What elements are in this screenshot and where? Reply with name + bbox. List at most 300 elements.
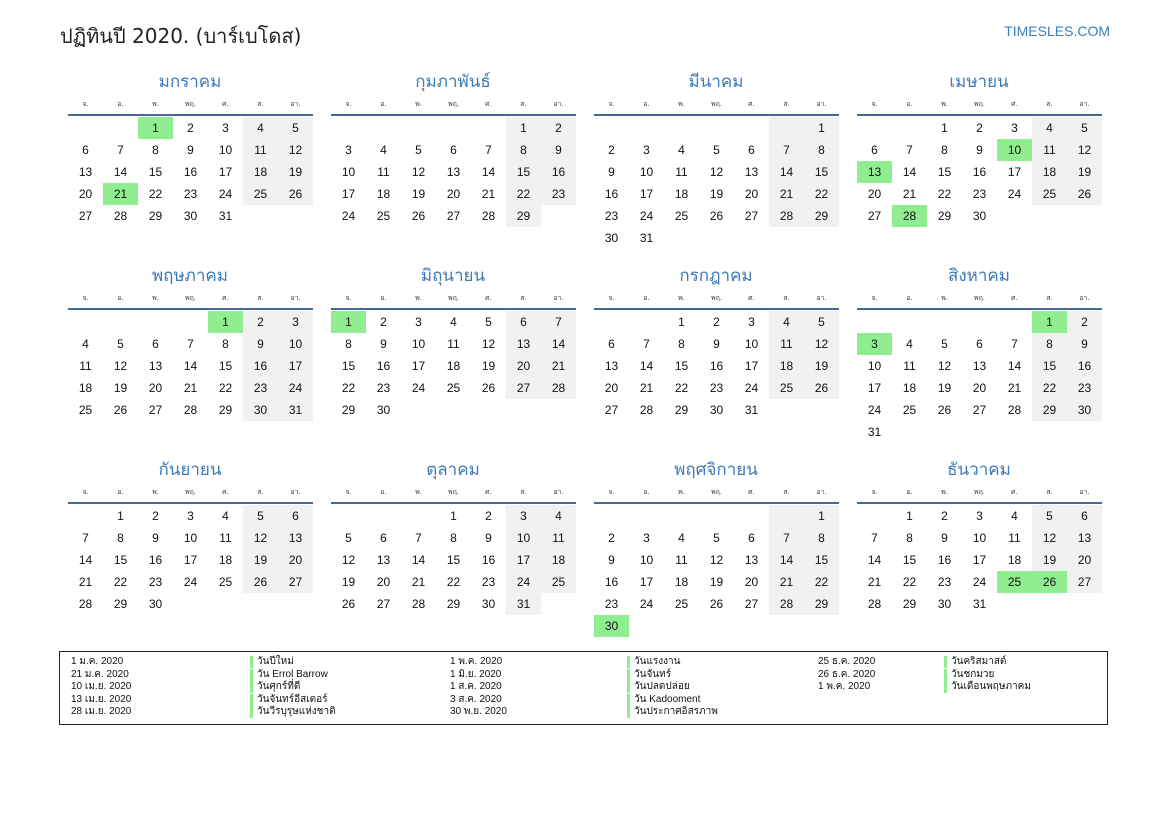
day-cell[interactable]: 4 <box>906 337 913 351</box>
day-cell[interactable]: 7 <box>117 143 124 157</box>
day-cell[interactable]: 5 <box>485 315 492 329</box>
day-cell[interactable]: 6 <box>976 337 983 351</box>
day-cell[interactable]: 19 <box>1032 549 1067 571</box>
day-cell[interactable]: 18 <box>78 381 93 395</box>
day-cell[interactable]: 5 <box>713 143 720 157</box>
day-cell[interactable]: 16 <box>183 165 198 179</box>
day-cell[interactable]: 31 <box>867 425 882 439</box>
day-cell[interactable]: 5 <box>1032 505 1067 527</box>
day-cell[interactable]: 26 <box>1032 571 1067 593</box>
day-cell[interactable]: 18 <box>376 187 391 201</box>
day-cell[interactable]: 14 <box>1007 359 1022 373</box>
day-cell[interactable]: 27 <box>446 209 461 223</box>
day-cell[interactable]: 24 <box>1007 187 1022 201</box>
day-cell[interactable]: 26 <box>341 597 356 611</box>
day-cell[interactable]: 20 <box>604 381 619 395</box>
day-cell[interactable]: 15 <box>1032 355 1067 377</box>
day-cell[interactable]: 22 <box>148 187 163 201</box>
day-cell[interactable]: 5 <box>415 143 422 157</box>
day-cell[interactable]: 25 <box>674 209 689 223</box>
day-cell[interactable]: 31 <box>278 399 313 421</box>
day-cell[interactable]: 27 <box>78 209 93 223</box>
day-cell[interactable]: 7 <box>769 527 804 549</box>
day-cell[interactable]: 7 <box>1011 337 1018 351</box>
day-cell[interactable]: 21 <box>769 183 804 205</box>
day-cell[interactable]: 7 <box>415 531 422 545</box>
day-cell[interactable]: 12 <box>113 359 128 373</box>
day-cell[interactable]: 8 <box>804 139 839 161</box>
day-cell[interactable]: 11 <box>219 531 232 545</box>
day-cell[interactable]: 17 <box>183 553 198 567</box>
day-cell[interactable]: 3 <box>643 143 650 157</box>
day-cell[interactable]: 1 <box>804 117 839 139</box>
day-cell[interactable]: 7 <box>643 337 650 351</box>
day-cell[interactable]: 29 <box>902 597 917 611</box>
day-cell[interactable]: 28 <box>892 205 927 227</box>
day-cell[interactable]: 22 <box>674 381 689 395</box>
day-cell[interactable]: 21 <box>769 571 804 593</box>
day-cell[interactable]: 6 <box>152 337 159 351</box>
day-cell[interactable]: 22 <box>804 571 839 593</box>
day-cell[interactable]: 19 <box>937 381 952 395</box>
day-cell[interactable]: 31 <box>218 209 233 223</box>
day-cell[interactable]: 14 <box>78 553 93 567</box>
day-cell[interactable]: 13 <box>604 359 619 373</box>
day-cell[interactable]: 10 <box>218 143 233 157</box>
day-cell[interactable]: 19 <box>278 161 313 183</box>
day-cell[interactable]: 6 <box>278 505 313 527</box>
day-cell[interactable]: 10 <box>183 531 198 545</box>
day-cell[interactable]: 22 <box>902 575 917 589</box>
day-cell[interactable]: 15 <box>804 161 839 183</box>
day-cell[interactable]: 25 <box>243 183 278 205</box>
day-cell[interactable]: 16 <box>243 355 278 377</box>
day-cell[interactable]: 3 <box>857 333 892 355</box>
day-cell[interactable]: 26 <box>804 377 839 399</box>
day-cell[interactable]: 10 <box>639 553 654 567</box>
day-cell[interactable]: 18 <box>902 381 917 395</box>
day-cell[interactable]: 14 <box>902 165 917 179</box>
day-cell[interactable]: 9 <box>1067 333 1102 355</box>
day-cell[interactable]: 30 <box>481 597 496 611</box>
day-cell[interactable]: 23 <box>1067 377 1102 399</box>
day-cell[interactable]: 6 <box>1067 505 1102 527</box>
day-cell[interactable]: 3 <box>278 311 313 333</box>
day-cell[interactable]: 15 <box>341 359 356 373</box>
day-cell[interactable]: 28 <box>769 205 804 227</box>
day-cell[interactable]: 29 <box>506 205 541 227</box>
day-cell[interactable]: 26 <box>481 381 496 395</box>
day-cell[interactable]: 2 <box>608 143 615 157</box>
day-cell[interactable]: 8 <box>906 531 913 545</box>
day-cell[interactable]: 31 <box>744 403 759 417</box>
day-cell[interactable]: 5 <box>243 505 278 527</box>
day-cell[interactable]: 12 <box>243 527 278 549</box>
day-cell[interactable]: 20 <box>972 381 987 395</box>
day-cell[interactable]: 4 <box>222 509 229 523</box>
day-cell[interactable]: 9 <box>187 143 194 157</box>
day-cell[interactable]: 22 <box>937 187 952 201</box>
day-cell[interactable]: 2 <box>1067 311 1102 333</box>
day-cell[interactable]: 25 <box>218 575 233 589</box>
day-cell[interactable]: 8 <box>345 337 352 351</box>
day-cell[interactable]: 31 <box>972 597 987 611</box>
day-cell[interactable]: 27 <box>376 597 391 611</box>
day-cell[interactable]: 28 <box>113 209 128 223</box>
day-cell[interactable]: 22 <box>446 575 461 589</box>
day-cell[interactable]: 3 <box>748 315 755 329</box>
day-cell[interactable]: 29 <box>1032 399 1067 421</box>
day-cell[interactable]: 10 <box>506 527 541 549</box>
day-cell[interactable]: 12 <box>278 139 313 161</box>
day-cell[interactable]: 22 <box>804 183 839 205</box>
day-cell[interactable]: 26 <box>709 597 724 611</box>
day-cell[interactable]: 15 <box>937 165 952 179</box>
day-cell[interactable]: 11 <box>675 553 688 567</box>
day-cell[interactable]: 16 <box>541 161 576 183</box>
day-cell[interactable]: 14 <box>867 553 882 567</box>
day-cell[interactable]: 6 <box>82 143 89 157</box>
day-cell[interactable]: 19 <box>341 575 356 589</box>
day-cell[interactable]: 21 <box>103 183 138 205</box>
day-cell[interactable]: 23 <box>183 187 198 201</box>
day-cell[interactable]: 12 <box>341 553 356 567</box>
day-cell[interactable]: 25 <box>997 571 1032 593</box>
day-cell[interactable]: 14 <box>769 161 804 183</box>
day-cell[interactable]: 8 <box>678 337 685 351</box>
day-cell[interactable]: 19 <box>709 187 724 201</box>
day-cell[interactable]: 8 <box>117 531 124 545</box>
day-cell[interactable]: 20 <box>278 549 313 571</box>
day-cell[interactable]: 19 <box>1067 161 1102 183</box>
day-cell[interactable]: 3 <box>1011 121 1018 135</box>
day-cell[interactable]: 14 <box>769 549 804 571</box>
day-cell[interactable]: 1 <box>804 505 839 527</box>
day-cell[interactable]: 9 <box>713 337 720 351</box>
day-cell[interactable]: 30 <box>972 209 987 223</box>
day-cell[interactable]: 2 <box>541 117 576 139</box>
day-cell[interactable]: 9 <box>976 143 983 157</box>
day-cell[interactable]: 17 <box>278 355 313 377</box>
day-cell[interactable]: 30 <box>604 231 619 245</box>
day-cell[interactable]: 5 <box>1067 117 1102 139</box>
day-cell[interactable]: 15 <box>113 553 128 567</box>
day-cell[interactable]: 31 <box>639 231 654 245</box>
day-cell[interactable]: 4 <box>82 337 89 351</box>
day-cell[interactable]: 20 <box>867 187 882 201</box>
day-cell[interactable]: 26 <box>113 403 128 417</box>
day-cell[interactable]: 19 <box>411 187 426 201</box>
day-cell[interactable]: 1 <box>941 121 948 135</box>
day-cell[interactable]: 27 <box>1067 571 1102 593</box>
day-cell[interactable]: 24 <box>744 381 759 395</box>
day-cell[interactable]: 30 <box>709 403 724 417</box>
day-cell[interactable]: 30 <box>243 399 278 421</box>
day-cell[interactable]: 20 <box>446 187 461 201</box>
day-cell[interactable]: 10 <box>972 531 987 545</box>
day-cell[interactable]: 11 <box>447 337 460 351</box>
day-cell[interactable]: 2 <box>243 311 278 333</box>
day-cell[interactable]: 17 <box>639 575 654 589</box>
day-cell[interactable]: 19 <box>113 381 128 395</box>
day-cell[interactable]: 24 <box>639 597 654 611</box>
day-cell[interactable]: 7 <box>82 531 89 545</box>
day-cell[interactable]: 4 <box>380 143 387 157</box>
day-cell[interactable]: 1 <box>138 117 173 139</box>
day-cell[interactable]: 24 <box>278 377 313 399</box>
day-cell[interactable]: 9 <box>608 165 615 179</box>
day-cell[interactable]: 4 <box>678 531 685 545</box>
day-cell[interactable]: 15 <box>506 161 541 183</box>
day-cell[interactable]: 15 <box>148 165 163 179</box>
day-cell[interactable]: 21 <box>183 381 198 395</box>
day-cell[interactable]: 13 <box>744 553 759 567</box>
day-cell[interactable]: 29 <box>341 403 356 417</box>
day-cell[interactable]: 26 <box>1067 183 1102 205</box>
day-cell[interactable]: 1 <box>678 315 685 329</box>
day-cell[interactable]: 5 <box>941 337 948 351</box>
day-cell[interactable]: 1 <box>906 509 913 523</box>
day-cell[interactable]: 20 <box>148 381 163 395</box>
day-cell[interactable]: 6 <box>380 531 387 545</box>
day-cell[interactable]: 4 <box>769 311 804 333</box>
day-cell[interactable]: 24 <box>867 403 882 417</box>
day-cell[interactable]: 2 <box>380 315 387 329</box>
day-cell[interactable]: 5 <box>345 531 352 545</box>
day-cell[interactable]: 14 <box>639 359 654 373</box>
day-cell[interactable]: 14 <box>481 165 496 179</box>
day-cell[interactable]: 4 <box>541 505 576 527</box>
day-cell[interactable]: 13 <box>972 359 987 373</box>
day-cell[interactable]: 18 <box>1032 161 1067 183</box>
day-cell[interactable]: 17 <box>639 187 654 201</box>
day-cell[interactable]: 1 <box>117 509 124 523</box>
day-cell[interactable]: 15 <box>804 549 839 571</box>
day-cell[interactable]: 4 <box>243 117 278 139</box>
day-cell[interactable]: 23 <box>937 575 952 589</box>
day-cell[interactable]: 22 <box>218 381 233 395</box>
day-cell[interactable]: 2 <box>187 121 194 135</box>
day-cell[interactable]: 31 <box>506 593 541 615</box>
day-cell[interactable]: 20 <box>376 575 391 589</box>
day-cell[interactable]: 3 <box>976 509 983 523</box>
day-cell[interactable]: 28 <box>769 593 804 615</box>
day-cell[interactable]: 23 <box>972 187 987 201</box>
day-cell[interactable]: 29 <box>446 597 461 611</box>
day-cell[interactable]: 18 <box>218 553 233 567</box>
day-cell[interactable]: 25 <box>446 381 461 395</box>
day-cell[interactable]: 25 <box>1032 183 1067 205</box>
day-cell[interactable]: 3 <box>506 505 541 527</box>
day-cell[interactable]: 15 <box>674 359 689 373</box>
day-cell[interactable]: 20 <box>506 355 541 377</box>
day-cell[interactable]: 11 <box>243 139 278 161</box>
day-cell[interactable]: 6 <box>871 143 878 157</box>
day-cell[interactable]: 12 <box>709 553 724 567</box>
day-cell[interactable]: 13 <box>278 527 313 549</box>
day-cell[interactable]: 21 <box>902 187 917 201</box>
day-cell[interactable]: 1 <box>208 311 243 333</box>
day-cell[interactable]: 23 <box>604 597 619 611</box>
day-cell[interactable]: 24 <box>411 381 426 395</box>
day-cell[interactable]: 20 <box>744 187 759 201</box>
day-cell[interactable]: 8 <box>222 337 229 351</box>
day-cell[interactable]: 4 <box>450 315 457 329</box>
day-cell[interactable]: 2 <box>608 531 615 545</box>
day-cell[interactable]: 12 <box>481 337 496 351</box>
day-cell[interactable]: 16 <box>1067 355 1102 377</box>
day-cell[interactable]: 18 <box>1007 553 1022 567</box>
day-cell[interactable]: 8 <box>941 143 948 157</box>
day-cell[interactable]: 2 <box>713 315 720 329</box>
day-cell[interactable]: 21 <box>481 187 496 201</box>
day-cell[interactable]: 1 <box>331 311 366 333</box>
day-cell[interactable]: 9 <box>152 531 159 545</box>
day-cell[interactable]: 17 <box>867 381 882 395</box>
day-cell[interactable]: 28 <box>78 597 93 611</box>
day-cell[interactable]: 10 <box>278 333 313 355</box>
day-cell[interactable]: 30 <box>183 209 198 223</box>
day-cell[interactable]: 23 <box>541 183 576 205</box>
day-cell[interactable]: 16 <box>604 575 619 589</box>
day-cell[interactable]: 10 <box>411 337 426 351</box>
day-cell[interactable]: 22 <box>1032 377 1067 399</box>
day-cell[interactable]: 23 <box>481 575 496 589</box>
day-cell[interactable]: 15 <box>902 553 917 567</box>
day-cell[interactable]: 3 <box>643 531 650 545</box>
day-cell[interactable]: 7 <box>541 311 576 333</box>
day-cell[interactable]: 8 <box>152 143 159 157</box>
day-cell[interactable]: 13 <box>446 165 461 179</box>
day-cell[interactable]: 9 <box>485 531 492 545</box>
day-cell[interactable]: 24 <box>639 209 654 223</box>
day-cell[interactable]: 21 <box>1007 381 1022 395</box>
day-cell[interactable]: 11 <box>541 527 576 549</box>
day-cell[interactable]: 28 <box>639 403 654 417</box>
day-cell[interactable]: 29 <box>674 403 689 417</box>
day-cell[interactable]: 6 <box>608 337 615 351</box>
day-cell[interactable]: 22 <box>341 381 356 395</box>
day-cell[interactable]: 6 <box>748 531 755 545</box>
day-cell[interactable]: 30 <box>1067 399 1102 421</box>
day-cell[interactable]: 25 <box>902 403 917 417</box>
day-cell[interactable]: 12 <box>411 165 426 179</box>
day-cell[interactable]: 18 <box>541 549 576 571</box>
day-cell[interactable]: 5 <box>713 531 720 545</box>
day-cell[interactable]: 20 <box>78 187 93 201</box>
day-cell[interactable]: 14 <box>113 165 128 179</box>
day-cell[interactable]: 19 <box>804 355 839 377</box>
day-cell[interactable]: 13 <box>857 161 892 183</box>
day-cell[interactable]: 13 <box>376 553 391 567</box>
day-cell[interactable]: 17 <box>218 165 233 179</box>
day-cell[interactable]: 30 <box>937 597 952 611</box>
day-cell[interactable]: 30 <box>148 597 163 611</box>
day-cell[interactable]: 13 <box>1067 527 1102 549</box>
day-cell[interactable]: 27 <box>867 209 882 223</box>
day-cell[interactable]: 17 <box>506 549 541 571</box>
day-cell[interactable]: 7 <box>187 337 194 351</box>
site-link[interactable]: TIMESLES.COM <box>1004 23 1110 39</box>
day-cell[interactable]: 9 <box>243 333 278 355</box>
day-cell[interactable]: 28 <box>183 403 198 417</box>
day-cell[interactable]: 5 <box>117 337 124 351</box>
day-cell[interactable]: 5 <box>804 311 839 333</box>
day-cell[interactable]: 19 <box>243 549 278 571</box>
day-cell[interactable]: 11 <box>903 359 916 373</box>
day-cell[interactable]: 6 <box>506 311 541 333</box>
day-cell[interactable]: 21 <box>867 575 882 589</box>
day-cell[interactable]: 10 <box>867 359 882 373</box>
day-cell[interactable]: 27 <box>604 403 619 417</box>
day-cell[interactable]: 12 <box>937 359 952 373</box>
day-cell[interactable]: 8 <box>450 531 457 545</box>
day-cell[interactable]: 1 <box>506 117 541 139</box>
day-cell[interactable]: 6 <box>748 143 755 157</box>
day-cell[interactable]: 7 <box>871 531 878 545</box>
day-cell[interactable]: 17 <box>1007 165 1022 179</box>
day-cell[interactable]: 3 <box>345 143 352 157</box>
day-cell[interactable]: 28 <box>481 209 496 223</box>
day-cell[interactable]: 7 <box>906 143 913 157</box>
day-cell[interactable]: 16 <box>376 359 391 373</box>
day-cell[interactable]: 12 <box>804 333 839 355</box>
day-cell[interactable]: 18 <box>674 187 689 201</box>
day-cell[interactable]: 27 <box>744 209 759 223</box>
day-cell[interactable]: 26 <box>937 403 952 417</box>
day-cell[interactable]: 20 <box>1067 549 1102 571</box>
day-cell[interactable]: 26 <box>243 571 278 593</box>
day-cell[interactable]: 18 <box>674 575 689 589</box>
day-cell[interactable]: 25 <box>674 597 689 611</box>
day-cell[interactable]: 30 <box>594 615 629 637</box>
day-cell[interactable]: 20 <box>744 575 759 589</box>
day-cell[interactable]: 27 <box>972 403 987 417</box>
day-cell[interactable]: 18 <box>446 359 461 373</box>
day-cell[interactable]: 16 <box>148 553 163 567</box>
day-cell[interactable]: 28 <box>1007 403 1022 417</box>
day-cell[interactable]: 25 <box>541 571 576 593</box>
day-cell[interactable]: 25 <box>376 209 391 223</box>
day-cell[interactable]: 27 <box>506 377 541 399</box>
day-cell[interactable]: 18 <box>769 355 804 377</box>
day-cell[interactable]: 13 <box>506 333 541 355</box>
day-cell[interactable]: 14 <box>411 553 426 567</box>
day-cell[interactable]: 23 <box>243 377 278 399</box>
day-cell[interactable]: 18 <box>243 161 278 183</box>
day-cell[interactable]: 23 <box>376 381 391 395</box>
day-cell[interactable]: 1 <box>1032 311 1067 333</box>
day-cell[interactable]: 24 <box>183 575 198 589</box>
day-cell[interactable]: 11 <box>769 333 804 355</box>
day-cell[interactable]: 7 <box>769 139 804 161</box>
day-cell[interactable]: 4 <box>678 143 685 157</box>
day-cell[interactable]: 12 <box>709 165 724 179</box>
day-cell[interactable]: 19 <box>481 359 496 373</box>
day-cell[interactable]: 26 <box>709 209 724 223</box>
day-cell[interactable]: 25 <box>769 377 804 399</box>
day-cell[interactable]: 8 <box>1032 333 1067 355</box>
day-cell[interactable]: 24 <box>341 209 356 223</box>
day-cell[interactable]: 29 <box>218 403 233 417</box>
day-cell[interactable]: 12 <box>1067 139 1102 161</box>
day-cell[interactable]: 15 <box>446 553 461 567</box>
day-cell[interactable]: 14 <box>183 359 198 373</box>
day-cell[interactable]: 17 <box>744 359 759 373</box>
day-cell[interactable]: 29 <box>804 593 839 615</box>
day-cell[interactable]: 28 <box>411 597 426 611</box>
day-cell[interactable]: 22 <box>113 575 128 589</box>
